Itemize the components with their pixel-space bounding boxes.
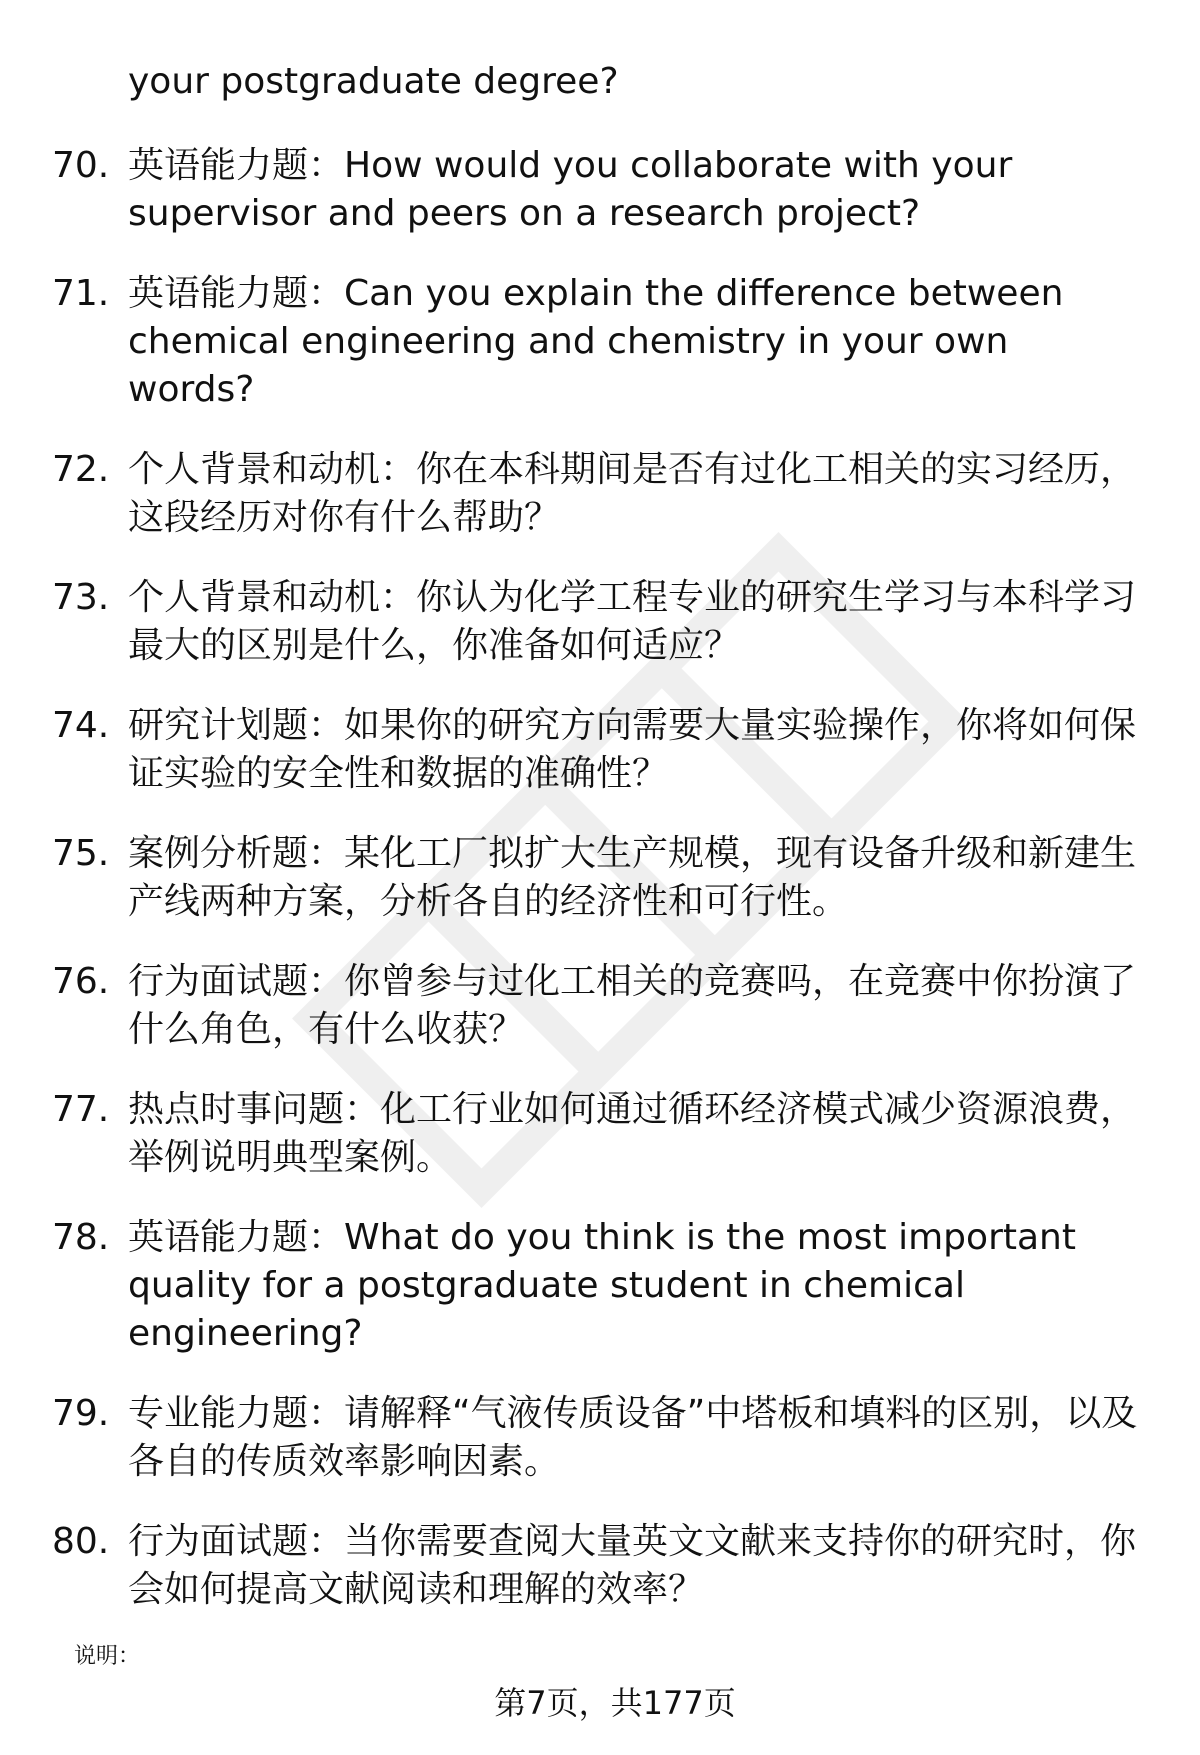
question-item xyxy=(0,574,1138,670)
question-number: 74. xyxy=(52,705,110,746)
question-item xyxy=(0,1390,1138,1486)
question-item xyxy=(0,1086,1138,1182)
question-number: 77. xyxy=(52,1089,110,1130)
question-number: 76. xyxy=(52,961,110,1002)
question-item xyxy=(0,1214,1138,1358)
question-list xyxy=(0,142,1200,1646)
question-text: 案例分析题：某化工厂拟扩大生产规模，现有设备升级和新建生产线两种方案，分析各自的经济性和可行性。 xyxy=(128,833,1137,922)
question-item xyxy=(0,270,1138,414)
question-number: 80. xyxy=(52,1521,110,1562)
continuation-text: your postgraduate degree? xyxy=(128,61,619,102)
question-text: 行为面试题：你曾参与过化工相关的竞赛吗，在竞赛中你扮演了什么角色，有什么收获？ xyxy=(128,961,1137,1050)
question-text: 英语能力题：How would you collaborate with your supervisor and peers on a research project? xyxy=(128,145,1013,234)
question-text: 个人背景和动机：你在本科期间是否有过化工相关的实习经历，这段经历对你有什么帮助？ xyxy=(128,449,1137,538)
question-text: 英语能力题：What do you think is the most important quality for a postgraduate student in chemical engineering? xyxy=(128,1217,1076,1354)
note-label: 说明： xyxy=(74,1644,141,1669)
page-footer: 第7页，共177页 xyxy=(494,1684,736,1722)
question-text: 热点时事问题：化工行业如何通过循环经济模式减少资源浪费，举例说明典型案例。 xyxy=(128,1089,1137,1178)
question-number: 72. xyxy=(52,449,110,490)
question-number: 78. xyxy=(52,1217,110,1258)
question-text: 研究计划题：如果你的研究方向需要大量实验操作，你将如何保证实验的安全性和数据的准确性？ xyxy=(128,705,1137,794)
question-number: 79. xyxy=(52,1393,110,1434)
question-item xyxy=(0,830,1138,926)
question-item xyxy=(0,446,1138,542)
question-number: 71. xyxy=(52,273,110,314)
question-item xyxy=(0,1518,1138,1614)
question-number: 75. xyxy=(52,833,110,874)
question-item xyxy=(0,958,1138,1054)
question-number: 73. xyxy=(52,577,110,618)
question-text: 行为面试题：当你需要查阅大量英文文献来支持你的研究时，你会如何提高文献阅读和理解的效率？ xyxy=(128,1521,1137,1610)
question-item xyxy=(0,142,1138,238)
question-item xyxy=(0,702,1138,798)
question-text: 专业能力题：请解释“气液传质设备”中塔板和填料的区别，以及各自的传质效率影响因素。 xyxy=(128,1393,1138,1482)
question-text: 个人背景和动机：你认为化学工程专业的研究生学习与本科学习最大的区别是什么，你准备如何适应？ xyxy=(128,577,1137,666)
question-number: 70. xyxy=(52,145,110,186)
question-text: 英语能力题：Can you explain the difference between chemical engineering and chemistry in your own words? xyxy=(128,273,1064,410)
